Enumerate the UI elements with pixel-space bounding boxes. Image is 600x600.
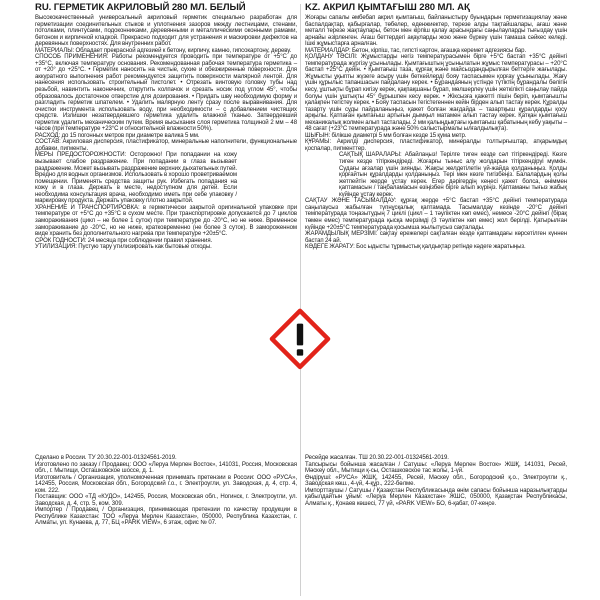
- ru-importer: Импортер / Продавец / Организация, принимающая претензии по качеству продукции в Республике Казахстан: ТОО «Леруа Мерлен Казахстан», 050000, Республика Казахстан, г. Алматы, ул. Кунаева, д. 77, БЦ «PARK VIEW», 6 этаж, офис № 07.: [35, 507, 297, 527]
- russian-column: [35, 2, 297, 251]
- ru-composition: СОСТАВ: Акриловая дисперсия, пластификатор, минеральные наполнители, функциональные добавки, пигменты.: [35, 139, 297, 152]
- kz-storage: САҚТАУ ЖӘНЕ ТАСЫМАЛДАУ: құрғақ жерде +5°С бастап +35°С дейінгі температурада саңылаусыз жабылған түпнұсқалық қаптамада. Тасымалдау кезінде -20°С дейінгі температурада тоңазытудың 7 циклі (цикл – 1 тәуліктен көп емес), немесе -20°С дейінгі (бірақ төмен емес) температурада қысқа мерзімді (3 тәуліктен көп емес) жол берілді. Қатырылған күйінде +20±5°С температурада қосымша жылытусыз сақталады.: [305, 198, 567, 231]
- ru-application: СПОСОБ ПРИМЕНЕНИЯ: Работы рекомендуется проводить при температуре от +5°С до +35°С, включая температуру основания. Рекомендованная рабочая температура герметика – от +20° до +25°С. • Герметик наносить на чистые, сухие и обезжиренные поверхности. Для аккуратного выполнения работ рекомендуется защитить поверхности малярной лентой. Для нанесения использовать строительный пистолет. • Отрезать винтовую головку тубы над резьбой, навинтить наконечник, открутить колпачок и срезать носик под углом 45°, чтобы образовалось достаточное отверстие для дозирования. • Придать шву необходимую форму и разгладить герметик шпателем. • Удалить малярную ленту сразу после выравнивания. Для очистки инструмента использовать воду, при необходимости – с добавлением чистящих средств. Излишки незатвердевшего герметика удалить влажной тканью. Затвердевший герметик удалить механическим путем. Время высыхания слоя герметика толщиной 2 мм – 48 часов (при температуре +23°С и относительной влажности 50%).: [35, 54, 297, 133]
- kz-shelf-life: ЖАРАМДЫЛЫҚ МЕРЗІМІ: сақтау ережелері сақталған кезде қаптамадағы көрсетілген күннен бастап 24 ай.: [305, 231, 567, 244]
- kz-intro: Жоғары сапалы әмбебап акрил қымтағыш, байланыстыру буындарын герметизациялау және баспалдақтар, қабырғалар, төбелер, еденжиектер, терезе алды тақтайшалары, ағаш және металл терезе жақтаулары, бетон мен кірпіш қалау арасындағы саңылауларды тығыздау үшін арнайы әзірленген. Ағаш беттердегі ақауларды жою және бүркеу үшін тамаша сәйкес келеді. Ішкі жұмыстарға арналған.: [305, 15, 567, 48]
- exclamation-hazard-icon: [268, 307, 332, 371]
- ru-shelf-life: СРОК ГОДНОСТИ: 24 месяца при соблюдении правил хранения.: [35, 237, 213, 244]
- ru-manufacturer: Изготовитель / Организация, уполномоченная принимать претензии в России: ООО «РУСА», 142455, Россия, Московская обл., Богородский г.о., г. Электроугли, ул. Заводская, д. 4, стр. 4, ком. 222.: [35, 474, 297, 494]
- ru-ordered-by: Изготовлено по заказу / Продавец: ООО «Леруа Мерлен Восток», 141031, Россия, Московская обл., г. Мытищи, Осташковское шоссе, д. 1.: [35, 461, 297, 475]
- ru-supplier: Поставщик: ООО «ТД «КУДО», 142455, Россия, Московская обл., Ногинск, г. Электроугли, ул. Заводская, д. 4, стр. 5, ком. 309.: [35, 494, 297, 507]
- ru-made-in: Сделано в России. ТУ 20.30.22-001-01324561-2019.: [35, 455, 177, 461]
- kz-disposal: КӘДЕГЕ ЖАРАТУ: Бос ыдысты тұрмыстық қалдықтар ретінде кәдеге жаратыңыз.: [305, 244, 526, 251]
- kz-composition: ҚҰРАМЫ: Акрилді дисперсия, пластификатор, минералды толтырғыштар, атқарымдық қоспалар, пигменттер.: [305, 139, 567, 152]
- ru-materials: МАТЕРИАЛЫ: Обладает прекрасной адгезией к бетону, кирпичу, камню, гипсокартону, дереву.: [35, 47, 292, 54]
- kz-consumption: ШЫҒЫН: білікше диаметрі 5 мм болған кезде 15 қума метр.: [305, 132, 467, 139]
- kz-made-in: Ресейде жасалған. ТШ 20.30.22-001-01324561-2019.: [305, 455, 449, 461]
- kz-precautions: САҚТЫҚ ШАРАЛАРЫ: Абайлаңыз! Терілге тиген кезде сәл тітіркендіреді. Көзге тиген кезде тітіркендіреді. Жоғарғы тыныс алу жолдарын тітіркендіруі мүмкін. Судағы ағзалар үшін зиянды. Жақсы желдетілетін үй-жайда қолданыңыз. Қолды қорғайтын құралдарды қолданыңыз. Тері мен көзге тигізбеңіз. Балалардың қолы жетпейтін жерде ұстау керек. Егер дәрігердің кеңесі қажет болса, өніммен қаптамасын / таңбаламасын өзіңізбен бірге алып жүріңіз. Қаптаманы тығыз жабық күйінде ұстау керек.: [339, 152, 567, 198]
- column-divider: [300, 4, 301, 596]
- russian-title: RU. ГЕРМЕТИК АКРИЛОВЫЙ 280 МЛ. БЕЛЫЙ: [35, 2, 246, 13]
- ru-precautions: МЕРЫ ПРЕДОСТОРОЖНОСТИ: Осторожно! При попадании на кожу вызывает слабое раздражение. При попадании в глаза вызывает раздражение. Может вызывать раздражение верхних дыхательных путей. Вредно для водных организмов. Использовать в хорошо проветриваемом помещении. Применять средства защиты рук. Избегать попадания на кожу и в глаза. Держать в месте, недоступном для детей. Если необходима консультация врача, необходимо иметь при себе упаковку / маркировку продукта. Держать упаковку плотно закрытой.: [35, 152, 238, 205]
- kz-application: ҚОЛДАНУ ТӘСІЛІ: Жұмыстарды негіз температурасымен бірге +5°С бастап +35°С дейінгі температурада жүргізу ұсынылады. Қымтағыштың ұсынылатын жұмыс температурасы – +20°С бастап +25°С дейін. • Қымтағыш таза, құрғақ және майсыздандырылған беттерге жағылады. Жұмысты ұқыпты жүзеге асыру үшін беткейлерді бояу таспасымен қорғау ұсынылады. Жағу үшін құрылыс тапаншасын пайдалану керек. • Бұрандаяның үстінде түтіктің бұрандалы бөлігін кесу, ұштықты бұрап кигізу керек, қақпақшаны бұрап, мөлшерлеу үшін жеткілікті саңылау пайда болуы үшін ұштықты 45° бұрышпен кесу керек. • Жіксызға қажетті пішін беріп, қымтағышты қалақпен тегістеу керек. • Бояу таспасын тегістегеннен кейін бірден алып тастау керек. Құралды тазарту үшін суды пайдаланыңыз, қажет болған жағдайда – тазартқыш құралдарды қосу арқылы. Қатпаған қымтағыш артығын дымқыл матамен алып тастау керек. Қатқан қымтағыш механикалық жолмен алып тасталады. 2 мм қалыңдықтағы қымтағыш қабатының кебу уақыты – 48 сағат (+23°С температурада және 50% салыстырмалы ылғалдылықта).: [305, 54, 567, 133]
- kz-materials: МАТЕРИАЛДАР: Бетон, кірпіш, тас, гипсті картон, ағашқа керемет адгезиясы бар.: [305, 47, 527, 54]
- russian-body: [35, 15, 297, 251]
- kz-manufacturer: Өндіруші: «РУСА» ЖШҚ, 142455, Ресей, Мәскеу обл., Богородский қ.о., Электроугли қ., Заводская көш., 4-үй, 4-құр., 222-бөлме.: [305, 474, 567, 488]
- ru-consumption: РАСХОД: до 15 погонных метров при диаметре валика 5 мм.: [35, 132, 200, 139]
- kazakh-footer: [305, 455, 567, 507]
- kz-importer: Импорттаушы / Сатушы / Қазақстан Республикасында өнім сапасы бойынша наразылықтарды қабылдайтын ұйым: «Леруа Мерлен Казахстан» ЖШС, 050000, Қазақстан Республикасы, Алматы қ., Қонаев көшесі, 77 үй, «PARK VIEW» БО, 6-қабат, 07-кеңсе.: [305, 487, 567, 507]
- ru-intro: Высококачественный универсальный акриловый герметик специально разработан для герметизации соединительных стыков и уплотнения зазоров между лестницами, стенами, потолками, плинтусами, подоконниками, деревянными и металлическими оконными рамами, бетоном и кирпичной кладкой. Прекрасно подходит для устранения и маскировки дефектов на деревянных поверхностях. Для внутренних работ.: [35, 15, 297, 48]
- russian-footer: [35, 455, 297, 527]
- kazakh-title: KZ. АКРИЛ ҚЫМТАҒЫШ 280 МЛ. АҚ: [305, 2, 470, 13]
- kazakh-body: [305, 15, 567, 251]
- kz-ordered-by: Тапсырысы бойынша жасалған / Сатушы: «Леруа Мерлен Восток» ЖШҚ, 141031, Ресей, Мәскеу обл., Мытищи қ-сы, Осташковское тас жолы, 1-үй.: [305, 461, 567, 475]
- ru-disposal: УТИЛИЗАЦИЯ: Пустую тару утилизировать как бытовые отходы.: [35, 244, 212, 251]
- ru-storage: ХРАНЕНИЕ И ТРАНСПОРТИРОВКА: в герметически закрытой оригинальной упаковке при температуре от +5°С до +35°С в сухом месте. При транспортировке допускается до 7 циклов замораживания (цикл – не более 1 суток) при температуре до -20°С, но не ниже. Временное замораживание до -20°С, но не ниже, кратковременно (не более 3 суток). В замороженном виде хранить без дополнительного нагрева при температуре +20±5°С.: [35, 204, 297, 238]
- kazakh-column: [305, 2, 567, 251]
